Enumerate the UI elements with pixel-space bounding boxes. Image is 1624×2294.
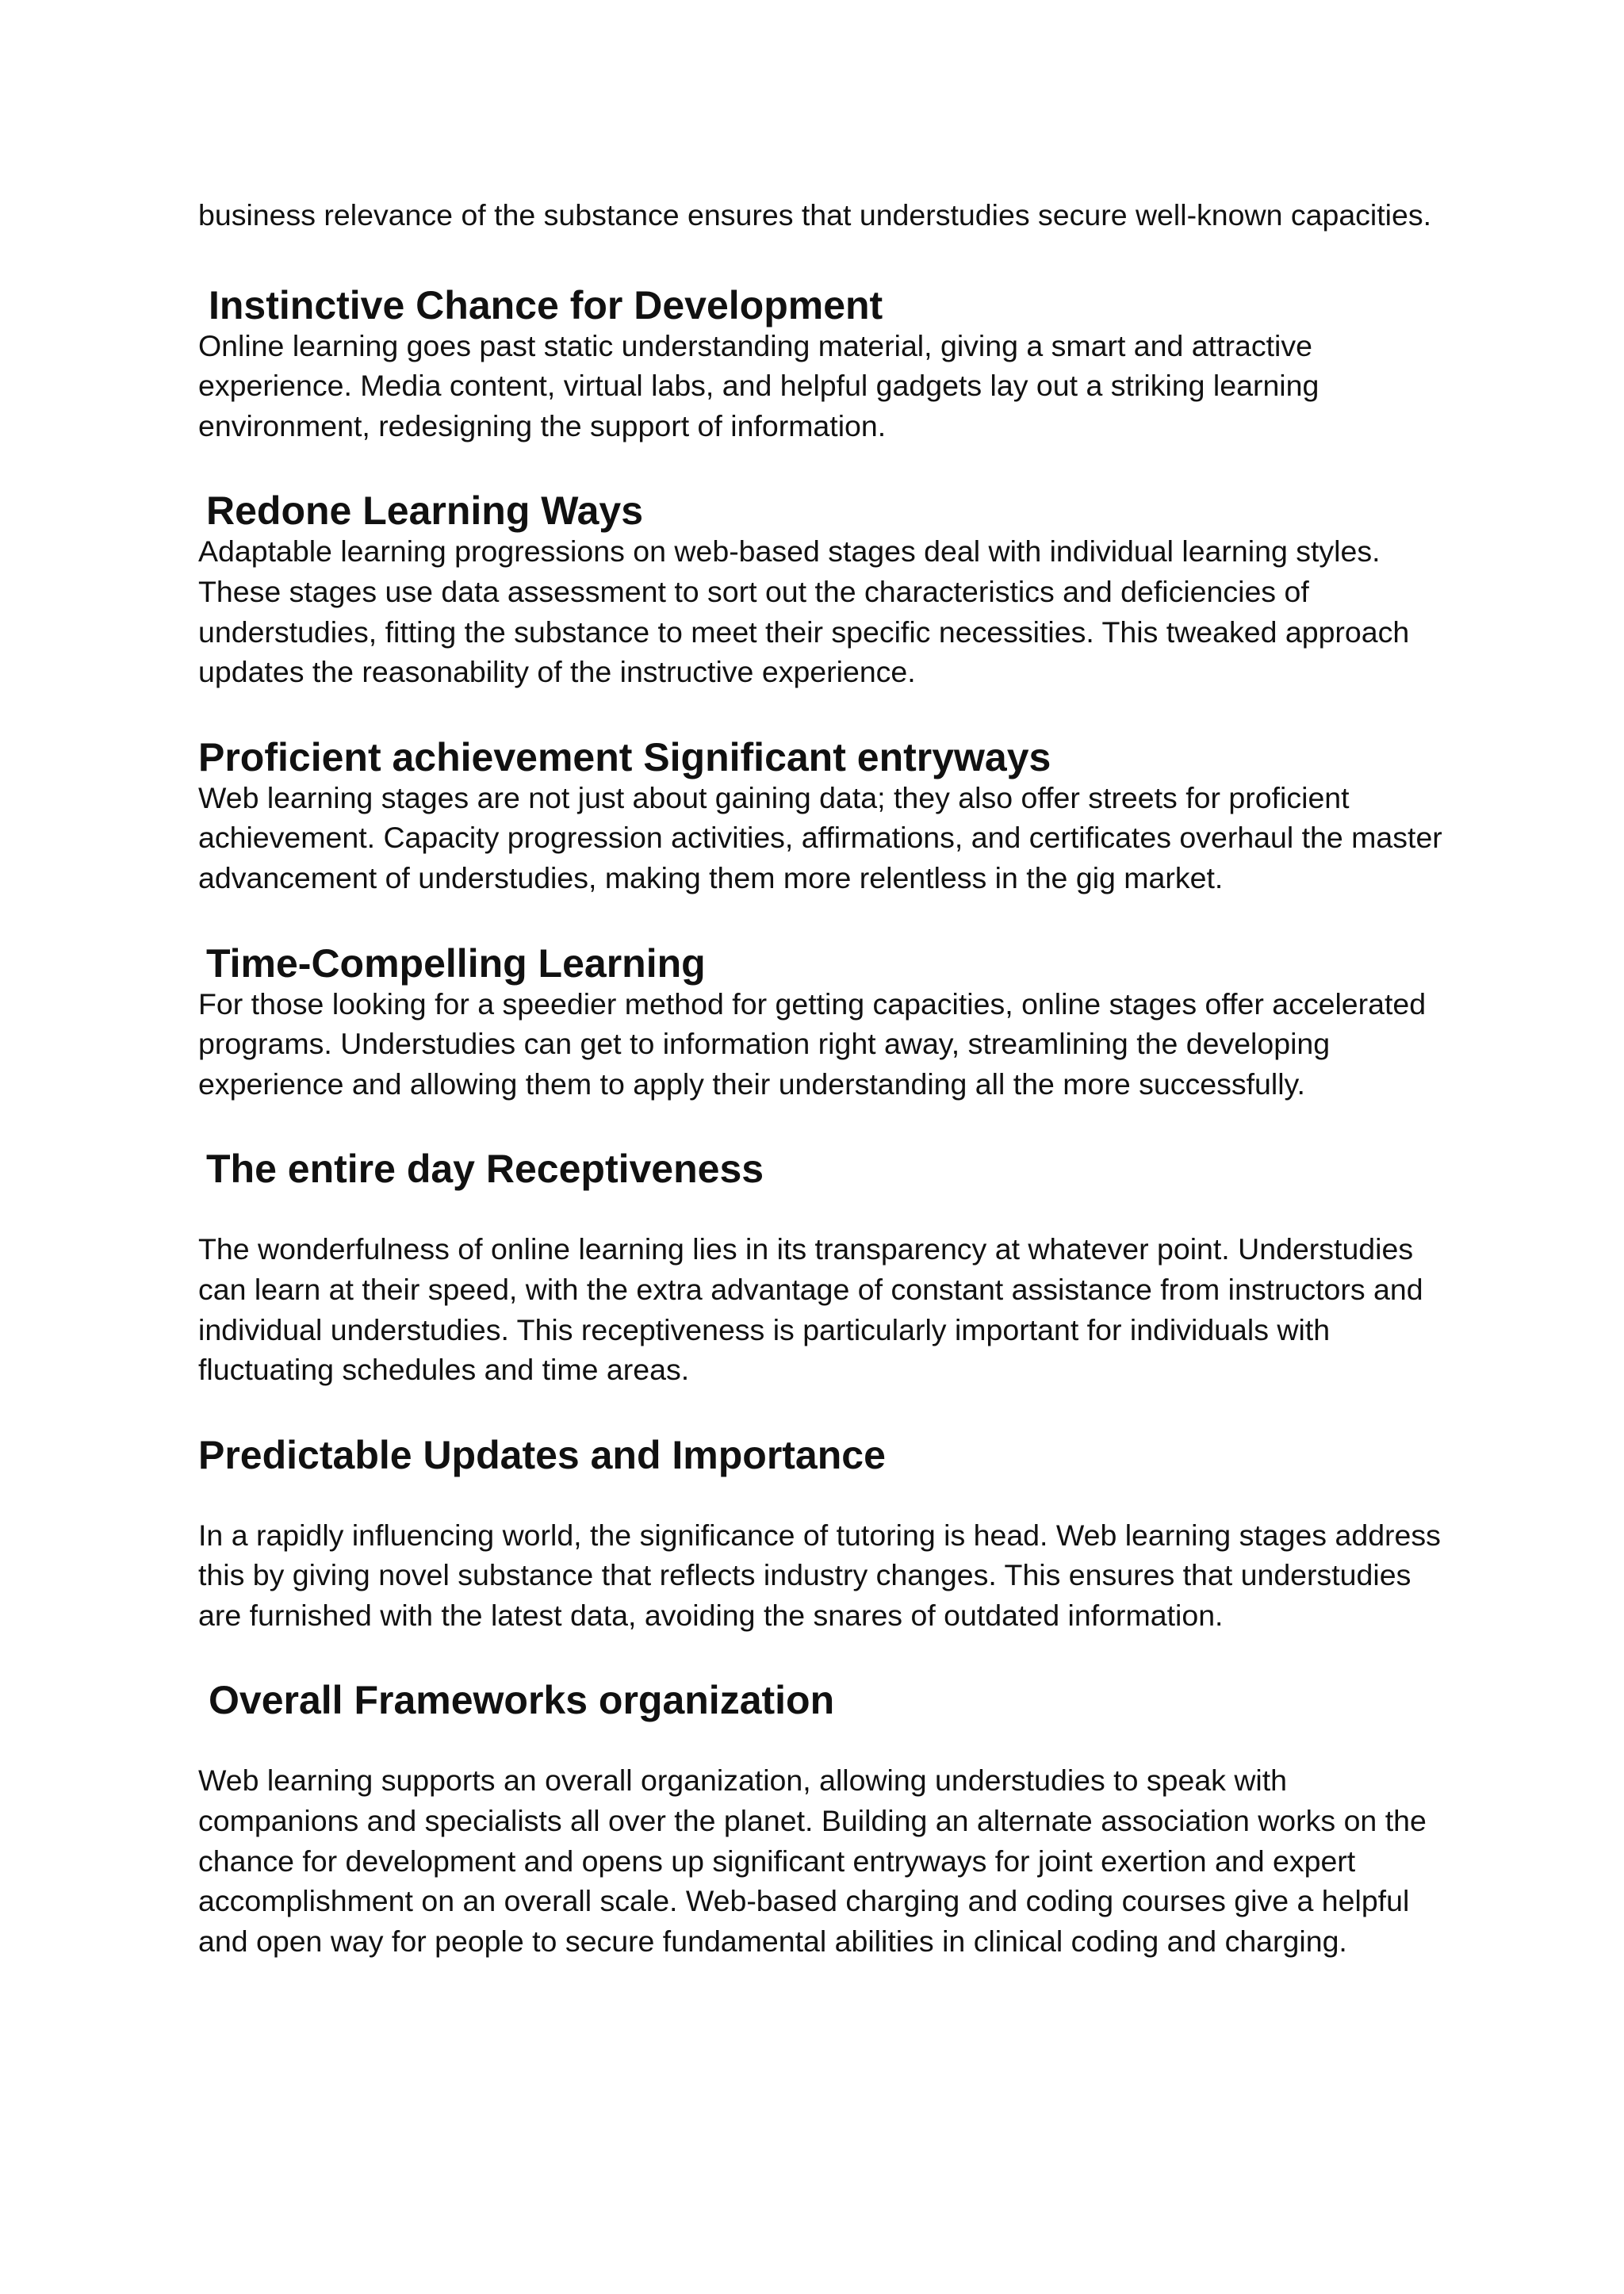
section-body-4: For those looking for a speedier method for getting capacities, online stages offer accelerated programs. Understudies can get to information right away, streamlining the developing experience and allowing them to apply their understanding all the more successfully. [198,986,1427,1101]
section-heading-1: Instinctive Chance for Development [209,282,883,327]
document-page [198,195,1451,1961]
section-body-7: Web learning supports an overall organization, allowing understudies to speak with companions and specialists all over the planet. Building an alternate association works on the chance for development and opens up significant entryways for joint exertion and expert accomplishment on an overall scale. Web-based charging and coding courses give a helpful and open way for people to secure fundamental abilities in clinical coding and charging. [198,1764,1427,1958]
section-body-2: Adaptable learning progressions on web-based stages deal with individual learning styles. These stages use data assessment to sort out the characteristics and deficiencies of understudies, fitting the substance to meet their specific necessities. This tweaked approach updates the reasonability of the instructive experience. [198,534,1410,689]
section-heading-7: Overall Frameworks organization [209,1678,835,1723]
section-heading-4: Time-Compelling Learning [206,940,706,986]
section-heading-2: Redone Learning Ways [206,488,644,534]
section-heading-5: The entire day Receptiveness [206,1147,764,1192]
section-body-3: Web learning stages are not just about gaining data; they also offer streets for proficient achievement. Capacity progression activities, affirmations, and certificates overhaul the master advancement of understudies, making them more relentless in the gig market. [198,780,1442,894]
intro-paragraph: business relevance of the substance ensures that understudies secure well-known capacities. [198,198,1432,232]
section-body-1: Online learning goes past static understanding material, giving a smart and attractive experience. Media content, virtual labs, and helpful gadgets lay out a striking learning environment, redesigning the support of information. [198,328,1320,442]
section-body-5: The wonderfulness of online learning lies in its transparency at whatever point. Understudies can learn at their speed, with the extra advantage of constant assistance from instructors and individual understudies. This receptiveness is particularly important for individuals with fluctuating schedules and time areas. [198,1232,1423,1387]
section-body-6: In a rapidly influencing world, the significance of tutoring is head. Web learning stages address this by giving novel substance that reflects industry changes. This ensures that understudies are furnished with the latest data, avoiding the snares of outdated information. [198,1518,1441,1632]
section-heading-3: Proficient achievement Significant entryways [198,734,1051,779]
section-heading-6: Predictable Updates and Importance [198,1432,886,1477]
